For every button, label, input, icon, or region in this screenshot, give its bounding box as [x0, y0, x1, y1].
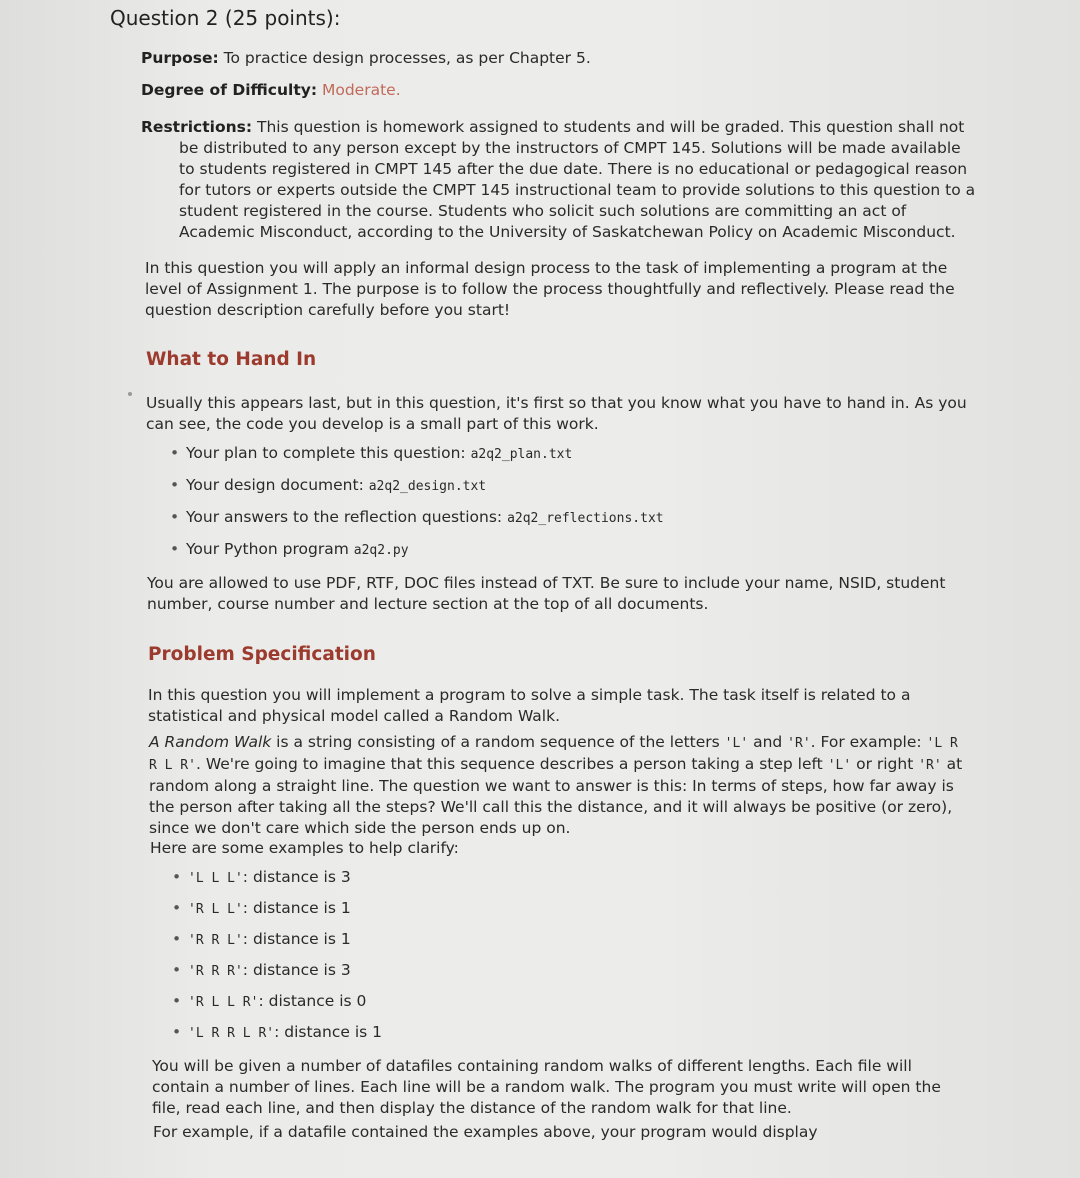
difficulty-label: Degree of Difficulty:	[141, 81, 318, 99]
list-item: • 'R R R': distance is 3	[172, 961, 382, 992]
hand-in-list	[170, 444, 664, 572]
examples-intro: Here are some examples to help clarify:	[150, 839, 459, 857]
restrictions-block	[141, 117, 979, 243]
problem-p2: A Random Walk is a string consisting of a random sequence of the letters 'L' and 'R'. For example: 'L R R L R'. We're going to imagine that this sequence describes a person taking a step left 'L' or right 'R' at random along a straight line. The question we want to answer is this: In terms of steps, how far away is the person after taking all the steps? We'll call this the distance, and it will always be positive (or zero), since we don't care which side the person ends up on.	[149, 733, 963, 837]
list-item: • 'R R L': distance is 1	[172, 930, 382, 961]
hand-in-text: Usually this appears last, but in this question, it's first so that you know what you have to hand in. As you can see, the code you develop is a small part of this work.	[146, 394, 967, 433]
problem-p3: You will be given a number of datafiles containing random walks of different lengths. Each file will contain a number of lines. Each line will be a random walk. The program you must write will open the file, read each line, and then display the distance of the random walk for that line.	[152, 1057, 941, 1117]
restrictions-text: This question is homework assigned to students and will be graded. This question shall not be distributed to any person except by the instructors of CMPT 145. Solutions will be made available to students registered in CMPT 145 after the due date. There is no educational or pedagogical reason for tutors or experts outside the CMPT 145 instructional team to provide solutions to this question to a student registered in the course. Students who solicit such solutions are committing an act of Academic Misconduct, according to the University of Saskatchewan Policy on Academic Misconduct.	[179, 118, 976, 241]
list-item: • Your answers to the reflection questions: a2q2_reflections.txt	[170, 508, 664, 540]
problem-p1: In this question you will implement a program to solve a simple task. The task itself is related to a statistical and physical model called a Random Walk.	[148, 686, 911, 725]
purpose-text: To practice design processes, as per Chapter 5.	[223, 49, 591, 67]
problem-p4: For example, if a datafile contained the examples above, your program would display	[153, 1123, 818, 1141]
list-item: • 'L R R L R': distance is 1	[172, 1023, 382, 1054]
hand-in-heading: What to Hand In	[146, 349, 317, 370]
hand-in-note: You are allowed to use PDF, RTF, DOC files instead of TXT. Be sure to include your name, NSID, student number, course number and lecture section at the top of all documents.	[147, 574, 946, 613]
list-item: • Your plan to complete this question: a2q2_plan.txt	[170, 444, 664, 476]
problem-heading: Problem Specification	[148, 644, 376, 665]
list-item: • 'R L L R': distance is 0	[172, 992, 382, 1023]
margin-mark	[128, 392, 132, 396]
question-title: Question 2 (25 points):	[110, 6, 341, 30]
purpose-label: Purpose:	[141, 49, 219, 67]
list-item: • 'L L L': distance is 3	[172, 868, 382, 899]
purpose-line	[141, 48, 1021, 69]
difficulty-value: Moderate.	[321, 81, 401, 99]
intro-paragraph: In this question you will apply an informal design process to the task of implementing a program at the level of Assignment 1. The purpose is to follow the process thoughtfully and reflectively. Please read the question description carefully before you start!	[145, 259, 955, 319]
list-item: • 'R L L': distance is 1	[172, 899, 382, 930]
difficulty-line	[141, 80, 1021, 101]
list-item: • Your Python program a2q2.py	[170, 540, 664, 572]
examples-list	[172, 868, 382, 1054]
list-item: • Your design document: a2q2_design.txt	[170, 476, 664, 508]
restrictions-label: Restrictions:	[141, 118, 253, 136]
